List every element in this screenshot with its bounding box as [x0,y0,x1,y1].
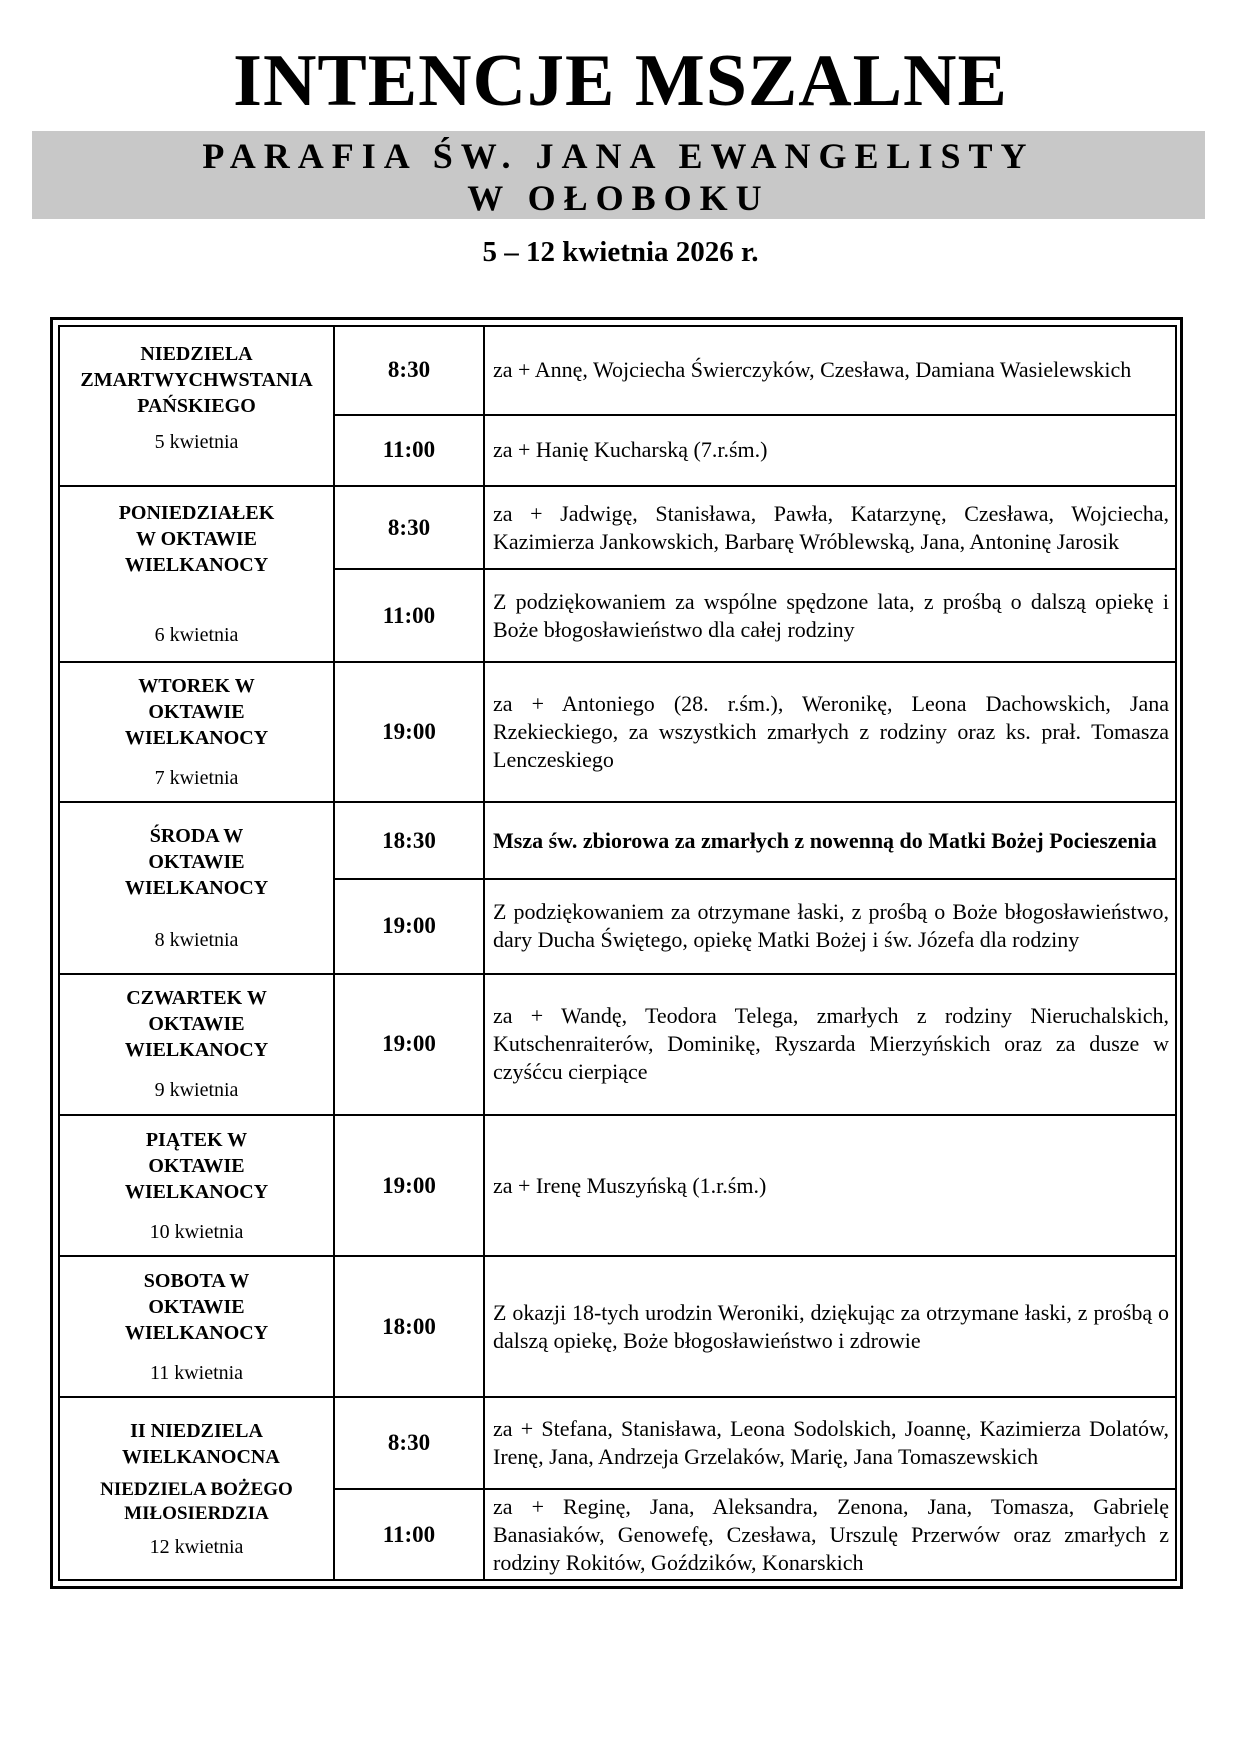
mass-intention: za + Irenę Muszyńską (1.r.śm.) [484,1115,1176,1256]
intentions-table [58,325,1177,1581]
mass-time: 19:00 [334,879,484,974]
day-name: ŚRODA W OKTAWIE WIELKANOCY [124,825,269,900]
table-row [59,486,1176,570]
mass-intention: za + Reginę, Jana, Aleksandra, Zenona, Jana, Tomasza, Gabrielę Banasiaków, Genowefę, Czesława, Urszulę Przerwów oraz zmarłych z rodziny Rokitów, Goździków, Konarskich [484,1489,1176,1580]
day-date: 11 kwietnia [149,1361,244,1384]
page-title: INTENCJE MSZALNE [233,40,1008,122]
day-cell [59,326,334,486]
day-name: NIEDZIELA ZMARTWYCHWSTANIA PAŃSKIEGO [80,343,313,417]
mass-time: 8:30 [334,486,484,570]
mass-time: 18:00 [334,1256,484,1397]
day-name: WTOREK W OKTAWIE WIELKANOCY [124,675,269,750]
day-cell [59,486,334,662]
table-row [59,1397,1176,1489]
mass-intention: za + Wandę, Teodora Telega, zmarłych z rodziny Nieruchalskich, Kutschenraiterów, Dominikę, Ryszarda Mierzyńskich oraz za dusze w czyśćcu cierpiące [484,974,1176,1115]
parish-banner [32,131,1205,219]
parish-location: W OŁOBOKU [467,178,770,218]
day-name: PONIEDZIAŁEK W OKTAWIE WIELKANOCY [118,502,275,577]
table-row [59,662,1176,802]
day-date: 8 kwietnia [154,929,239,952]
mass-time: 8:30 [334,326,484,415]
mass-intention: Z okazji 18-tych urodzin Weroniki, dziękując za otrzymane łaski, z prośbą o dalszą opiekę, Boże błogosławieństwo i zdrowie [484,1256,1176,1397]
table-row [59,1256,1176,1397]
intentions-table-frame [50,317,1183,1589]
table-row [59,326,1176,415]
day-subtitle: NIEDZIELA BOŻEGO MIŁOSIERDZIA [100,1478,293,1524]
date-range: 5 – 12 kwietnia 2026 r. [482,236,759,268]
day-cell [59,1397,334,1580]
day-name: SOBOTA W OKTAWIE WIELKANOCY [124,1269,269,1344]
day-date: 6 kwietnia [154,624,239,647]
mass-time: 19:00 [334,662,484,802]
day-name: II NIEDZIELA WIELKANOCNA [122,1419,280,1468]
mass-intention: Msza św. zbiorowa za zmarłych z nowenną do Matki Bożej Pocieszenia [484,802,1176,878]
day-cell [59,974,334,1115]
day-cell [59,1115,334,1256]
mass-time: 8:30 [334,1397,484,1489]
mass-time: 19:00 [334,974,484,1115]
mass-intention: za + Hanię Kucharską (7.r.śm.) [484,415,1176,486]
day-cell [59,662,334,802]
day-name: CZWARTEK W OKTAWIE WIELKANOCY [124,987,269,1062]
day-date: 7 kwietnia [154,767,239,790]
day-date: 5 kwietnia [154,431,239,453]
mass-intention: za + Antoniego (28. r.śm.), Weronikę, Leona Dachowskich, Jana Rzekieckiego, za wszystkich zmarłych z rodziny oraz ks. prał. Tomasza Lenczeskiego [484,662,1176,802]
mass-time: 18:30 [334,802,484,878]
mass-time: 11:00 [334,415,484,486]
day-cell [59,1256,334,1397]
mass-intention: Z podziękowaniem za wspólne spędzone lata, z prośbą o dalszą opiekę i Boże błogosławieństwo dla całej rodziny [484,569,1176,662]
table-row [59,974,1176,1115]
mass-time: 11:00 [334,569,484,662]
mass-time: 19:00 [334,1115,484,1256]
day-date: 12 kwietnia [149,1535,244,1558]
mass-time: 11:00 [334,1489,484,1580]
table-row [59,802,1176,878]
mass-intention: za + Annę, Wojciecha Świerczyków, Czesława, Damiana Wasielewskich [484,326,1176,415]
mass-intention: za + Stefana, Stanisława, Leona Sodolskich, Joannę, Kazimierza Dolatów, Irenę, Jana, Andrzeja Grzelaków, Marię, Jana Tomaszewskich [484,1397,1176,1489]
day-date: 9 kwietnia [154,1079,239,1102]
table-row [59,1115,1176,1256]
day-cell [59,802,334,973]
day-date: 10 kwietnia [149,1220,244,1243]
day-name: PIĄTEK W OKTAWIE WIELKANOCY [124,1128,269,1203]
mass-intention: Z podziękowaniem za otrzymane łaski, z prośbą o Boże błogosławieństwo, dary Ducha Świętego, opiekę Matki Bożej i św. Józefa dla rodziny [484,879,1176,974]
parish-name: PARAFIA ŚW. JANA EWANGELISTY [202,136,1035,176]
mass-intention: za + Jadwigę, Stanisława, Pawła, Katarzynę, Czesława, Wojciecha, Kazimierza Jankowskich, Barbarę Wróblewską, Jana, Antoninę Jarosik [484,486,1176,570]
